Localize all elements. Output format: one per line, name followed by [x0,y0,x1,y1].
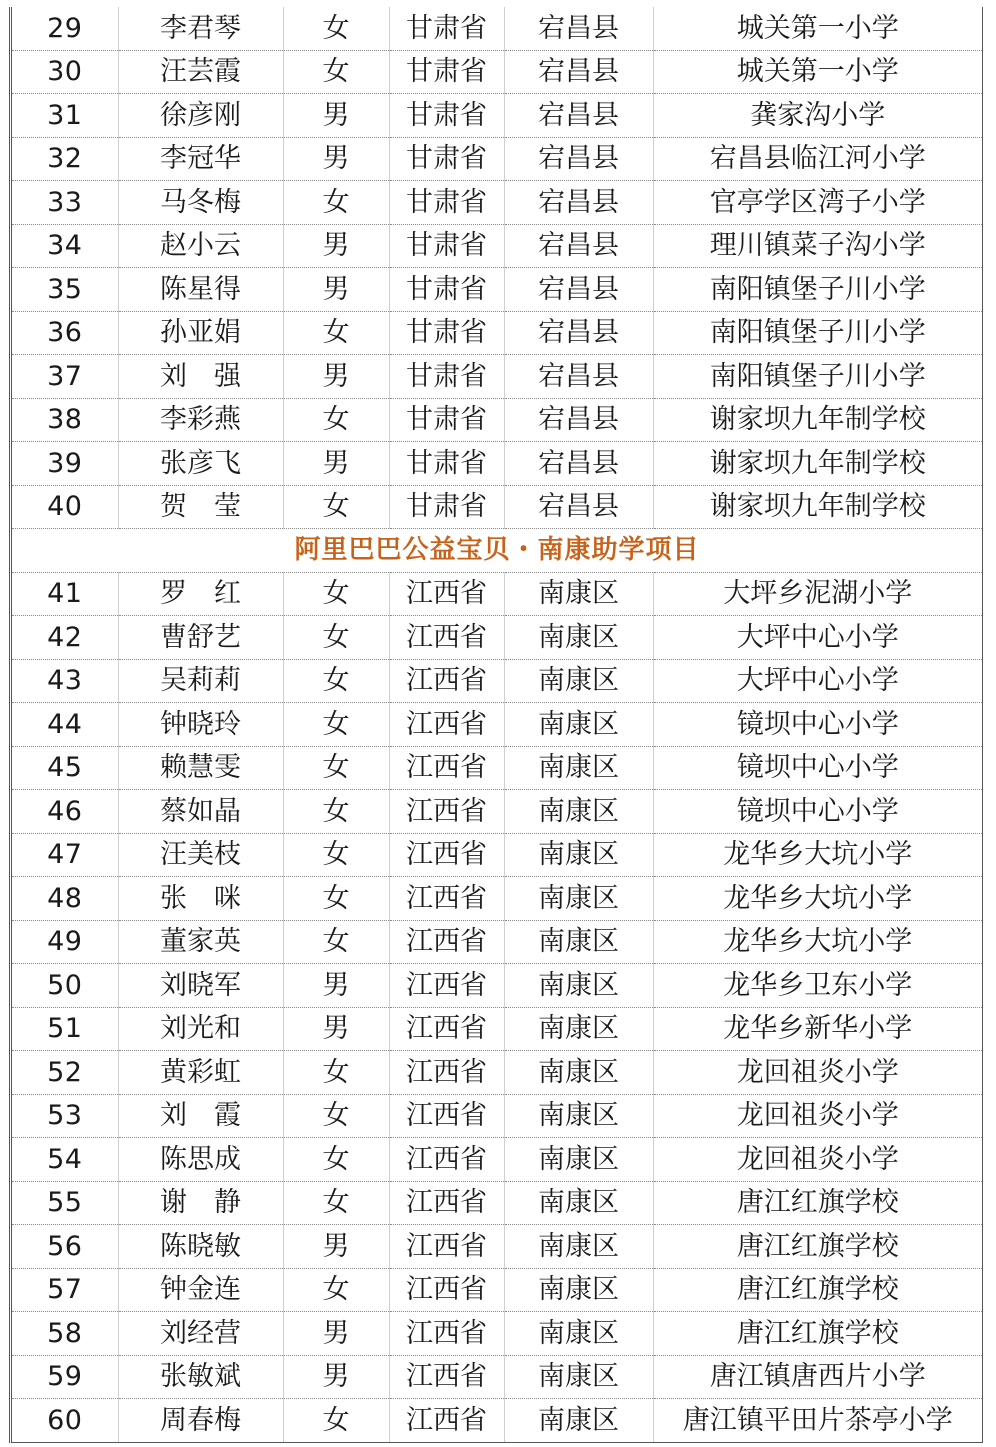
student-name: 董家英 [118,920,283,964]
student-gender: 女 [283,659,389,703]
county: 宕昌县 [504,137,653,181]
table-row [12,268,982,312]
student-name: 贺 莹 [118,485,283,529]
county: 南康区 [504,1138,653,1182]
province: 江西省 [389,1138,504,1182]
student-name: 赖慧雯 [118,746,283,790]
row-number: 42 [12,616,118,660]
county: 南康区 [504,790,653,834]
student-name: 曹舒艺 [118,616,283,660]
school-name: 龚家沟小学 [653,94,982,138]
county: 南康区 [504,659,653,703]
student-gender: 女 [283,833,389,877]
row-number: 55 [12,1181,118,1225]
province: 江西省 [389,746,504,790]
student-gender: 女 [283,616,389,660]
county: 南康区 [504,1181,653,1225]
province: 江西省 [389,1268,504,1312]
row-number: 32 [12,137,118,181]
table-row [12,137,982,181]
table-row [12,1268,982,1312]
row-number: 44 [12,703,118,747]
student-name: 孙亚娟 [118,311,283,355]
table-row [12,746,982,790]
school-name: 南阳镇堡子川小学 [653,355,982,399]
county: 南康区 [504,833,653,877]
province: 江西省 [389,1007,504,1051]
table-row [12,1181,982,1225]
student-name: 吴莉莉 [118,659,283,703]
row-number: 48 [12,877,118,921]
row-number: 34 [12,224,118,268]
province: 甘肃省 [389,7,504,50]
county: 南康区 [504,746,653,790]
row-number: 50 [12,964,118,1008]
school-name: 唐江红旗学校 [653,1225,982,1269]
school-name: 龙华乡大坑小学 [653,833,982,877]
province: 江西省 [389,833,504,877]
province: 甘肃省 [389,485,504,529]
student-name: 钟金连 [118,1268,283,1312]
student-gender: 女 [283,485,389,529]
province: 甘肃省 [389,50,504,94]
table-row [12,1312,982,1356]
student-name: 陈思成 [118,1138,283,1182]
school-name: 唐江红旗学校 [653,1268,982,1312]
province: 江西省 [389,659,504,703]
table-row [12,1138,982,1182]
table-row [12,703,982,747]
county: 宕昌县 [504,181,653,225]
student-name: 蔡如晶 [118,790,283,834]
student-gender: 女 [283,7,389,50]
student-name: 刘 霞 [118,1094,283,1138]
province: 江西省 [389,964,504,1008]
province: 江西省 [389,1051,504,1095]
province: 甘肃省 [389,442,504,486]
section-heading-row [12,529,982,573]
province: 江西省 [389,920,504,964]
student-gender: 女 [283,50,389,94]
row-number: 35 [12,268,118,312]
student-gender: 男 [283,224,389,268]
county: 南康区 [504,1225,653,1269]
student-gender: 男 [283,1007,389,1051]
table-row [12,877,982,921]
student-list-sheet [9,7,983,1443]
row-number: 53 [12,1094,118,1138]
school-name: 谢家坝九年制学校 [653,398,982,442]
province: 江西省 [389,1355,504,1399]
county: 南康区 [504,1312,653,1356]
school-name: 谢家坝九年制学校 [653,485,982,529]
student-name: 张彦飞 [118,442,283,486]
row-number: 46 [12,790,118,834]
student-gender: 女 [283,1051,389,1095]
table-row [12,833,982,877]
county: 南康区 [504,1051,653,1095]
row-number: 54 [12,1138,118,1182]
row-number: 36 [12,311,118,355]
county: 南康区 [504,1094,653,1138]
school-name: 大坪中心小学 [653,616,982,660]
student-name: 黄彩虹 [118,1051,283,1095]
county: 南康区 [504,1355,653,1399]
student-name: 周春梅 [118,1399,283,1443]
school-name: 龙华乡大坑小学 [653,877,982,921]
school-name: 谢家坝九年制学校 [653,442,982,486]
student-name: 刘 强 [118,355,283,399]
county: 宕昌县 [504,398,653,442]
county: 南康区 [504,1399,653,1443]
student-name: 钟晓玲 [118,703,283,747]
province: 江西省 [389,1094,504,1138]
county: 南康区 [504,572,653,616]
student-name: 李冠华 [118,137,283,181]
student-gender: 女 [283,703,389,747]
school-name: 官亭学区湾子小学 [653,181,982,225]
row-number: 37 [12,355,118,399]
student-name: 汪美枝 [118,833,283,877]
table-row [12,572,982,616]
table-row [12,1007,982,1051]
county: 宕昌县 [504,355,653,399]
county: 南康区 [504,616,653,660]
province: 江西省 [389,572,504,616]
province: 江西省 [389,616,504,660]
province: 江西省 [389,703,504,747]
province: 江西省 [389,790,504,834]
table-row [12,485,982,529]
row-number: 45 [12,746,118,790]
school-name: 南阳镇堡子川小学 [653,311,982,355]
school-name: 唐江红旗学校 [653,1312,982,1356]
school-name: 唐江镇平田片茶亭小学 [653,1399,982,1443]
table-row [12,659,982,703]
table-row [12,311,982,355]
student-table-body [12,7,982,1442]
student-name: 李彩燕 [118,398,283,442]
student-gender: 女 [283,1094,389,1138]
student-name: 刘光和 [118,1007,283,1051]
row-number: 41 [12,572,118,616]
province: 甘肃省 [389,311,504,355]
row-number: 60 [12,1399,118,1443]
row-number: 38 [12,398,118,442]
table-row [12,442,982,486]
student-name: 马冬梅 [118,181,283,225]
province: 甘肃省 [389,137,504,181]
table-row [12,1094,982,1138]
section-heading: 阿里巴巴公益宝贝・南康助学项目 [12,529,982,573]
row-number: 51 [12,1007,118,1051]
table-row [12,94,982,138]
student-gender: 男 [283,137,389,181]
row-number: 57 [12,1268,118,1312]
student-name: 谢 静 [118,1181,283,1225]
student-name: 张 咪 [118,877,283,921]
county: 宕昌县 [504,50,653,94]
county: 宕昌县 [504,94,653,138]
school-name: 龙回祖炎小学 [653,1094,982,1138]
school-name: 镜坝中心小学 [653,703,982,747]
province: 江西省 [389,1312,504,1356]
province: 江西省 [389,1181,504,1225]
student-gender: 女 [283,311,389,355]
student-gender: 女 [283,746,389,790]
table-row [12,1225,982,1269]
school-name: 宕昌县临江河小学 [653,137,982,181]
county: 宕昌县 [504,485,653,529]
county: 宕昌县 [504,7,653,50]
student-gender: 男 [283,1225,389,1269]
school-name: 大坪中心小学 [653,659,982,703]
student-name: 罗 红 [118,572,283,616]
student-gender: 女 [283,1181,389,1225]
table-row [12,355,982,399]
student-name: 张敏斌 [118,1355,283,1399]
school-name: 南阳镇堡子川小学 [653,268,982,312]
table-row [12,50,982,94]
row-number: 31 [12,94,118,138]
row-number: 47 [12,833,118,877]
student-gender: 女 [283,1138,389,1182]
school-name: 理川镇菜子沟小学 [653,224,982,268]
county: 南康区 [504,1268,653,1312]
county: 南康区 [504,703,653,747]
table-row [12,7,982,50]
province: 甘肃省 [389,398,504,442]
row-number: 30 [12,50,118,94]
school-name: 龙华乡大坑小学 [653,920,982,964]
row-number: 29 [12,7,118,50]
row-number: 49 [12,920,118,964]
province: 甘肃省 [389,268,504,312]
row-number: 43 [12,659,118,703]
student-gender: 女 [283,1399,389,1443]
province: 甘肃省 [389,181,504,225]
row-number: 56 [12,1225,118,1269]
student-name: 刘经营 [118,1312,283,1356]
school-name: 唐江红旗学校 [653,1181,982,1225]
student-gender: 男 [283,964,389,1008]
student-table [12,7,982,1443]
row-number: 59 [12,1355,118,1399]
student-gender: 女 [283,398,389,442]
county: 宕昌县 [504,268,653,312]
school-name: 龙回祖炎小学 [653,1051,982,1095]
table-row [12,1399,982,1443]
school-name: 龙回祖炎小学 [653,1138,982,1182]
school-name: 城关第一小学 [653,50,982,94]
school-name: 镜坝中心小学 [653,790,982,834]
student-gender: 男 [283,94,389,138]
student-gender: 男 [283,355,389,399]
county: 南康区 [504,964,653,1008]
school-name: 龙华乡新华小学 [653,1007,982,1051]
row-number: 40 [12,485,118,529]
province: 甘肃省 [389,224,504,268]
row-number: 52 [12,1051,118,1095]
student-gender: 女 [283,877,389,921]
school-name: 城关第一小学 [653,7,982,50]
student-gender: 男 [283,1312,389,1356]
student-name: 李君琴 [118,7,283,50]
table-row [12,1051,982,1095]
student-gender: 女 [283,790,389,834]
student-name: 刘晓军 [118,964,283,1008]
table-row [12,398,982,442]
student-gender: 女 [283,920,389,964]
school-name: 龙华乡卫东小学 [653,964,982,1008]
student-name: 徐彦刚 [118,94,283,138]
county: 南康区 [504,920,653,964]
student-gender: 男 [283,268,389,312]
student-name: 陈星得 [118,268,283,312]
table-row [12,964,982,1008]
county: 宕昌县 [504,224,653,268]
province: 江西省 [389,1399,504,1443]
school-name: 唐江镇唐西片小学 [653,1355,982,1399]
table-row [12,920,982,964]
student-name: 汪芸霞 [118,50,283,94]
row-number: 33 [12,181,118,225]
county: 宕昌县 [504,311,653,355]
student-gender: 女 [283,181,389,225]
student-gender: 男 [283,442,389,486]
county: 宕昌县 [504,442,653,486]
student-gender: 男 [283,1355,389,1399]
table-row [12,616,982,660]
province: 江西省 [389,1225,504,1269]
province: 甘肃省 [389,355,504,399]
county: 南康区 [504,1007,653,1051]
table-row [12,181,982,225]
county: 南康区 [504,877,653,921]
province: 甘肃省 [389,94,504,138]
school-name: 镜坝中心小学 [653,746,982,790]
province: 江西省 [389,877,504,921]
table-row [12,1355,982,1399]
student-name: 赵小云 [118,224,283,268]
student-gender: 女 [283,572,389,616]
student-gender: 女 [283,1268,389,1312]
row-number: 58 [12,1312,118,1356]
student-name: 陈晓敏 [118,1225,283,1269]
row-number: 39 [12,442,118,486]
school-name: 大坪乡泥湖小学 [653,572,982,616]
table-row [12,790,982,834]
table-row [12,224,982,268]
